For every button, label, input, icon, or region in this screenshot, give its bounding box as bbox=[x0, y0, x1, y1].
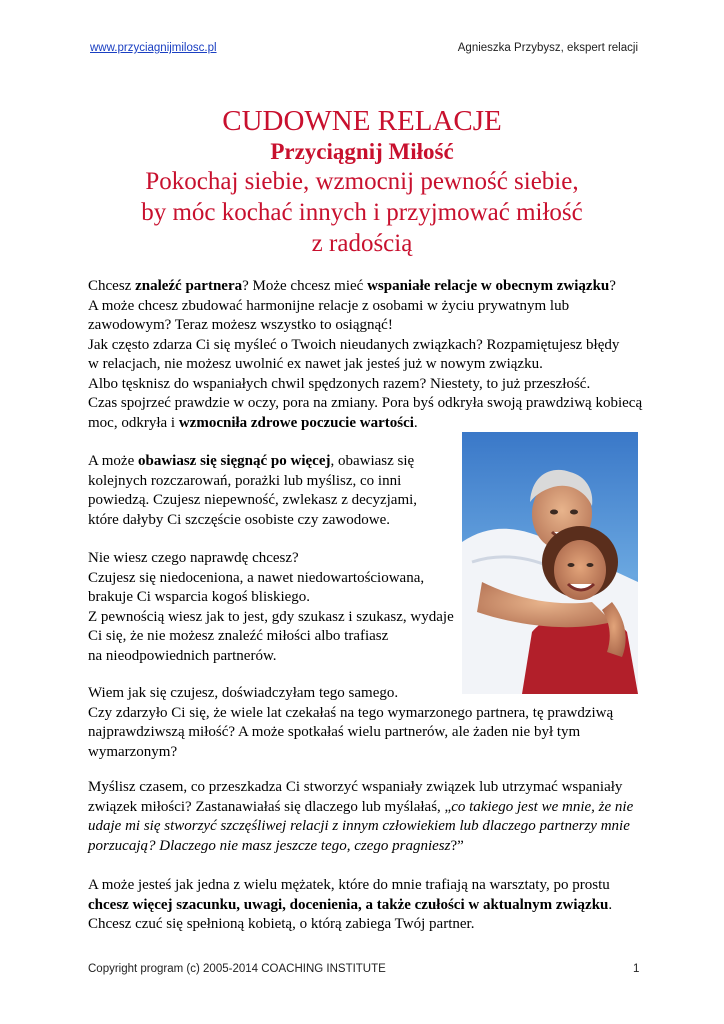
footer-copyright: Copyright program (c) 2005-2014 COACHING INSTITUTE bbox=[88, 963, 386, 975]
tagline-line-2: by móc kochać innych i przyjmować miłość bbox=[141, 199, 583, 226]
paragraph-experience: Wiem jak się czujesz, doświadczyłam tego samego. Czy zdarzyło Ci się, że wiele lat czekałaś na tego wymarzonego partnera, tę prawdziwą najprawdziwszą miłość? A może spotkałaś wielu partnerów, ale żaden nie był tym wymarzonym? bbox=[88, 685, 614, 760]
page-number: 1 bbox=[633, 963, 640, 975]
tagline-line-1: Pokochaj siebie, wzmocnij pewność siebie, bbox=[145, 168, 579, 195]
page-title: CUDOWNE RELACJE bbox=[222, 105, 502, 137]
header-website-link[interactable]: www.przyciagnijmilosc.pl bbox=[90, 42, 217, 54]
paragraph-intro: Chcesz znaleźć partnera? Może chcesz mieć wspaniałe relacje w obecnym związku? A może chcesz zbudować harmonijne relacje z osobami w życiu prywatnym lub zawodowym? Teraz możesz wszystko to osiągnąć! Jak często zdarza Ci się myśleć o Twoich nieudanych związkach? Rozpamiętujesz błędy w relacjach, nie możesz uwolnić ex nawet jak jesteś już w nowym związku. Albo tęsknisz do wspaniałych chwil spędzonych razem? Niestety, to już przeszłość. Czas spojrzeć prawdzie w oczy, pora na zmiany. Pora byś odkryła swoją prawdziwą kobiecą moc, odkryła i wzmocniła zdrowe poczucie wartości. bbox=[88, 278, 643, 431]
page-subtitle: Przyciągnij Miłość bbox=[270, 139, 454, 164]
title-block bbox=[0, 104, 724, 259]
paragraph-married: A może jesteś jak jedna z wielu mężatek, które do mnie trafiają na warsztaty, po prostu chcesz więcej szacunku, uwagi, docenienia, a także czułości w aktualnym związku. Chcesz czuć się spełnioną kobietą, o którą zabiega Twój partner. bbox=[88, 877, 613, 932]
couple-photo bbox=[462, 432, 638, 694]
tagline-line-3: z radością bbox=[311, 230, 413, 257]
paragraph-fear: A może obawiasz się sięgnąć po więcej, obawiasz się kolejnych rozczarowań, porażki lub myślisz, co inni powiedzą. Czujesz niepewność, zwlekasz z decyzjami, które dałyby Ci szczęście osobiste czy zawodowe. bbox=[88, 453, 418, 528]
paragraph-unsure: Nie wiesz czego naprawdę chcesz? Czujesz się niedoceniona, a nawet niedowartościowana, brakuje Ci wsparcia kogoś bliskiego. Z pewnością wiesz jak to jest, gdy szukasz i szukasz, wydaje Ci się, że nie możesz znaleźć miłości albo trafiasz na nieodpowiednich partnerów. bbox=[88, 550, 454, 664]
header-author: Agnieszka Przybysz, ekspert relacji bbox=[457, 42, 638, 54]
paragraph-question: Myślisz czasem, co przeszkadza Ci stworzyć wspaniały związek lub utrzymać wspaniały związek miłości? Zastanawiałaś się dlaczego lub myślałaś, „co takiego jest we mnie, że nie udaje mi się stworzyć szczęśliwej relacji z innym człowiekiem lub dlaczego partnerzy mnie porzucają? Dlaczego nie masz jeszcze tego, czego pragniesz?” bbox=[88, 779, 634, 854]
